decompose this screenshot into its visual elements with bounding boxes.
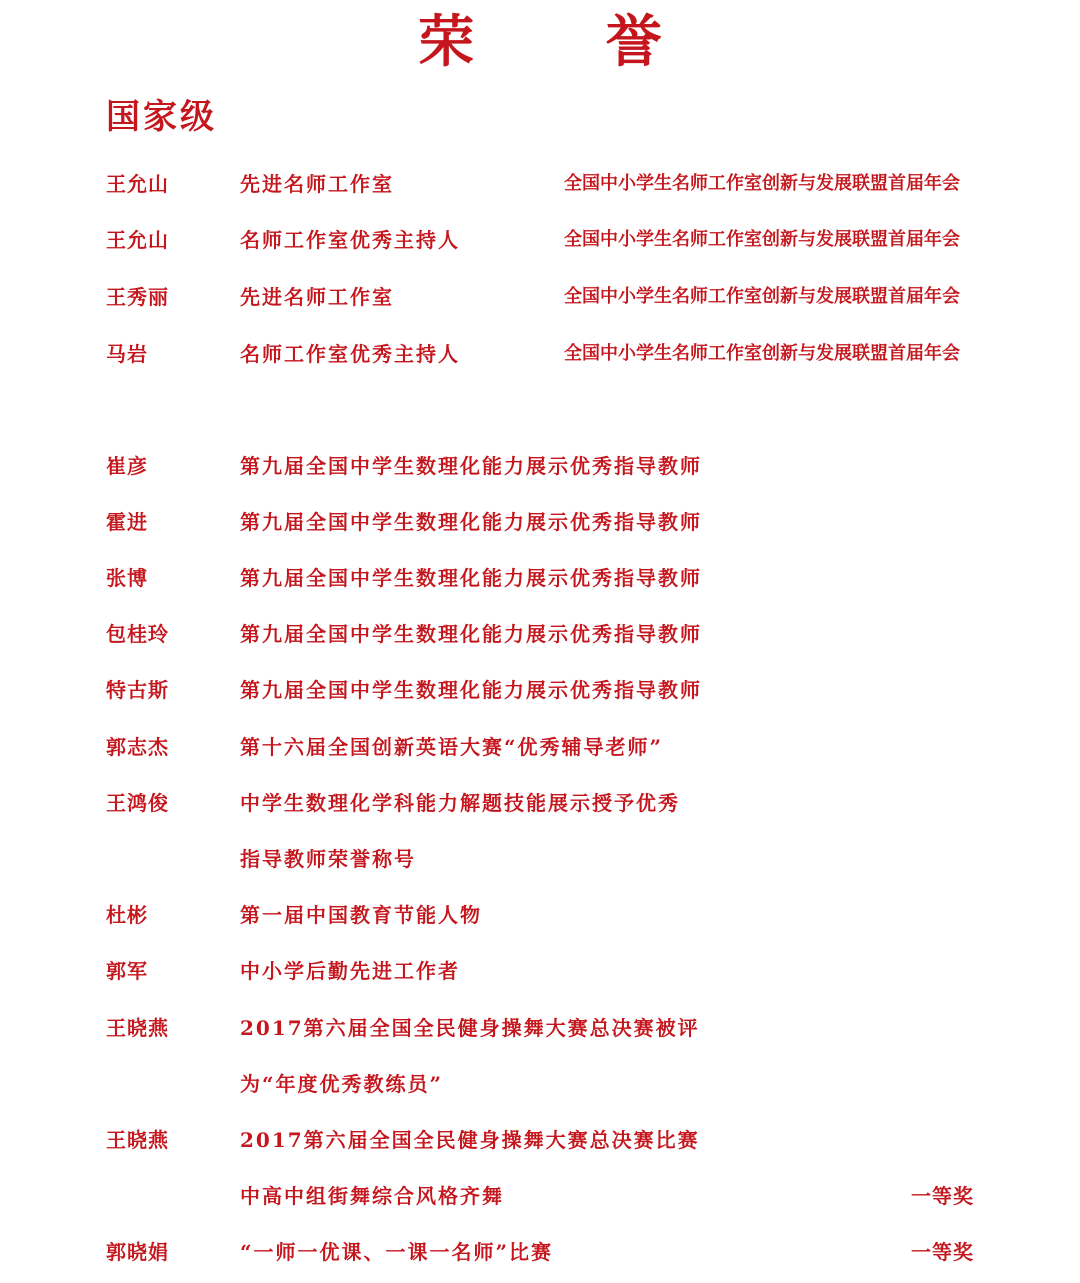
page-title: 荣 誉 <box>418 9 718 75</box>
honor-title: 名师工作室优秀主持人 <box>240 342 460 366</box>
honor-title: 第十六届全国创新英语大赛“优秀辅导老师” <box>240 735 664 759</box>
honor-row <box>0 673 1080 707</box>
honor-row <box>0 617 1080 651</box>
honor-row <box>0 786 1080 820</box>
honoree-name: 郭军 <box>106 959 148 983</box>
honor-row <box>0 449 1080 483</box>
section-heading-national: 国家级 <box>106 97 217 137</box>
honor-row-continuation <box>0 1067 1080 1101</box>
honoree-name: 郭志杰 <box>106 735 169 759</box>
honoree-name: 霍进 <box>106 510 148 534</box>
honor-title: 先进名师工作室 <box>240 285 394 309</box>
honoree-name: 王鸿俊 <box>106 791 169 815</box>
honor-row-continuation <box>0 1179 1080 1213</box>
honor-title: 为“年度优秀教练员” <box>240 1072 444 1096</box>
award-level: 一等奖 <box>911 1240 974 1264</box>
award-level: 一等奖 <box>911 1184 974 1208</box>
honoree-name: 张博 <box>106 566 148 590</box>
honor-row <box>0 280 1080 314</box>
honoree-name: 特古斯 <box>106 678 169 702</box>
awarding-body: 全国中小学生名师工作室创新与发展联盟首届年会 <box>564 229 960 250</box>
honor-row <box>0 1123 1080 1157</box>
honoree-name: 王晓燕 <box>106 1128 169 1152</box>
honor-title: 2017第六届全国全民健身操舞大赛总决赛比赛 <box>240 1128 700 1152</box>
honor-row <box>0 505 1080 539</box>
honoree-name: 王晓燕 <box>106 1016 169 1040</box>
honor-row-continuation <box>0 842 1080 876</box>
honoree-name: 包桂玲 <box>106 622 169 646</box>
honoree-name: 崔彦 <box>106 454 148 478</box>
honor-title: 先进名师工作室 <box>240 172 394 196</box>
honor-title: 第一届中国教育节能人物 <box>240 903 482 927</box>
honor-row <box>0 1011 1080 1045</box>
honor-row <box>0 730 1080 764</box>
honoree-name: 郭晓娟 <box>106 1240 169 1264</box>
honor-title: 第九届全国中学生数理化能力展示优秀指导教师 <box>240 454 702 478</box>
honoree-name: 马岩 <box>106 342 148 366</box>
honor-row <box>0 337 1080 371</box>
awarding-body: 全国中小学生名师工作室创新与发展联盟首届年会 <box>564 173 960 194</box>
honor-title: 第九届全国中学生数理化能力展示优秀指导教师 <box>240 678 702 702</box>
honor-title: “一师一优课、一课一名师”比赛 <box>240 1240 554 1264</box>
honor-title: 中高中组街舞综合风格齐舞 <box>240 1184 504 1208</box>
honor-title: 2017第六届全国全民健身操舞大赛总决赛被评 <box>240 1016 700 1040</box>
honoree-name: 王允山 <box>106 228 169 252</box>
honor-title: 第九届全国中学生数理化能力展示优秀指导教师 <box>240 510 702 534</box>
honor-row <box>0 561 1080 595</box>
honor-title: 指导教师荣誉称号 <box>240 847 416 871</box>
honor-title: 第九届全国中学生数理化能力展示优秀指导教师 <box>240 622 702 646</box>
honoree-name: 王允山 <box>106 172 169 196</box>
honor-title: 第九届全国中学生数理化能力展示优秀指导教师 <box>240 566 702 590</box>
honor-row <box>0 898 1080 932</box>
awarding-body: 全国中小学生名师工作室创新与发展联盟首届年会 <box>564 343 960 364</box>
awarding-body: 全国中小学生名师工作室创新与发展联盟首届年会 <box>564 286 960 307</box>
honoree-name: 杜彬 <box>106 903 148 927</box>
honor-row <box>0 954 1080 988</box>
honoree-name: 王秀丽 <box>106 285 169 309</box>
honor-title: 名师工作室优秀主持人 <box>240 228 460 252</box>
honor-title: 中小学后勤先进工作者 <box>240 959 460 983</box>
honor-row <box>0 1235 1080 1269</box>
honor-row <box>0 223 1080 257</box>
honor-row <box>0 167 1080 201</box>
honor-title: 中学生数理化学科能力解题技能展示授予优秀 <box>240 791 680 815</box>
